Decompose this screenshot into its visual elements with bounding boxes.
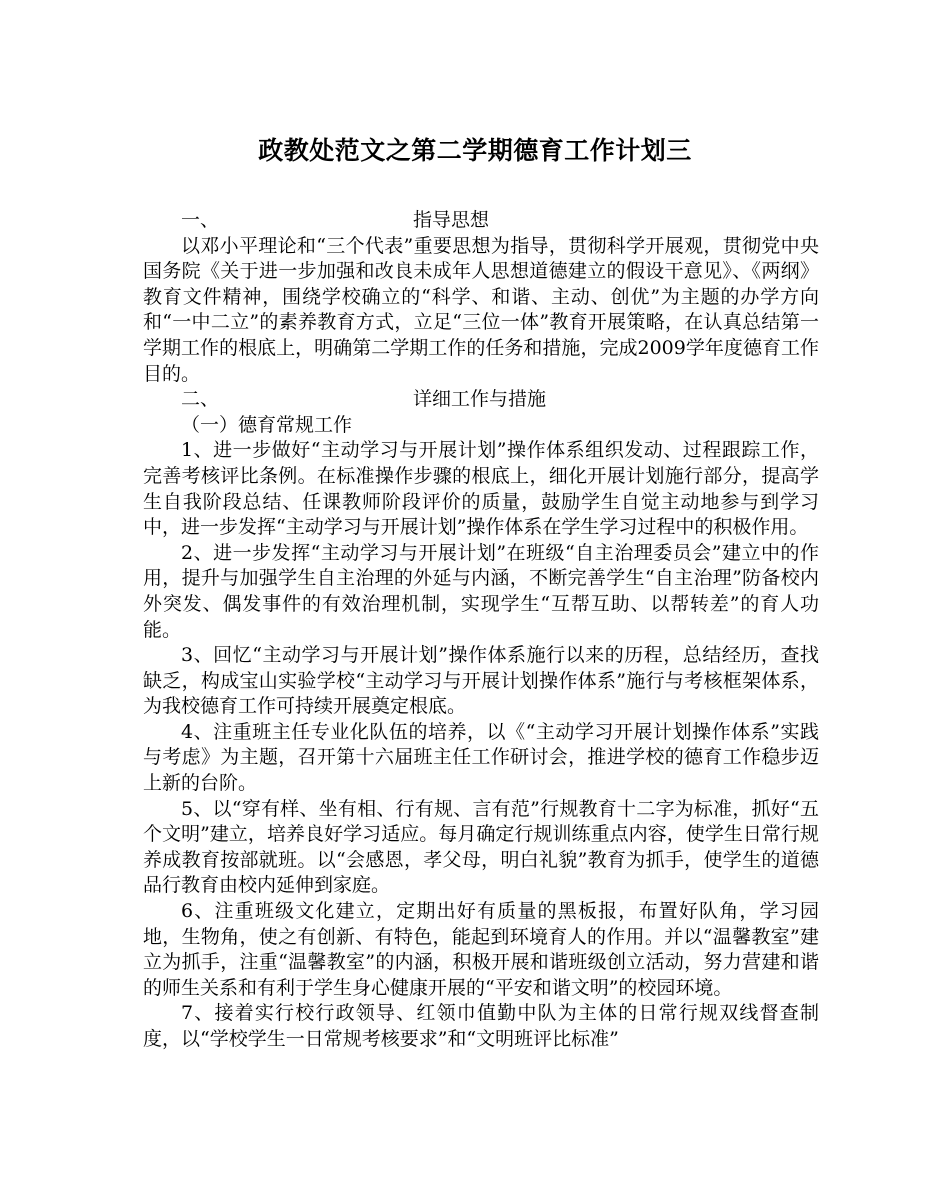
work-item-7: 7、接着实行校行政领导、红领巾值勤中队为主体的日常行规双线督查制度，以“学校学生一日常规考核要求”和“文明班评比标准” <box>143 1002 819 1050</box>
section-title-1: 指导思想 <box>413 209 490 231</box>
work-item-1: 1、进一步做好“主动学习与开展计划”操作体系组织发动、过程跟踪工作，完善考核评比条例。在标准操作步骤的根底上，细化开展计划施行部分，提高学生自我阶段总结、任课教师阶段评价的质量，鼓励学生自觉主动地参与到学习中，进一步发挥“主动学习与开展计划”操作体系在学生学习过程中的积极作用。 <box>143 439 819 539</box>
work-item-2: 2、进一步发挥“主动学习与开展计划”在班级“自主治理委员会”建立中的作用，提升与加强学生自主治理的外延与内涵，不断完善学生“自主治理”防备校内外突发、偶发事件的有效治理机制，实现学生“互帮互助、以帮转差”的育人功能。 <box>143 541 819 641</box>
document-title: 政教处范文之第二学期德育工作计划三 <box>258 136 692 165</box>
guiding-paragraph: 以邓小平理论和“三个代表”重要思想为指导，贯彻科学开展观，贯彻党中央国务院《关于进一步加强和改良未成年人思想道德建立的假设干意见》、《两纲》教育文件精神，围绕学校确立的“科学、和谐、主动、创优”为主题的办学方向和“一中二立”的素养教育方式，立足“三位一体”教育开展策略，在认真总结第一学期工作的根底上，明确第二学期工作的任务和措施，完成2009学年度德育工作目的。 <box>143 234 819 385</box>
section-title-2: 详细工作与措施 <box>413 388 547 411</box>
work-item-4: 4、注重班主任专业化队伍的培养，以《“主动学习开展计划操作体系”实践与考虑》为主题，召开第十六届班主任工作研讨会，推进学校的德育工作稳步迈上新的台阶。 <box>143 720 819 795</box>
document-body <box>143 208 819 1053</box>
work-item-3: 3、回忆“主动学习与开展计划”操作体系施行以来的历程，总结经历，查找缺乏，构成宝山实验学校“主动学习与开展计划操作体系”施行与考核框架体系，为我校德育工作可持续开展奠定根底。 <box>143 644 819 718</box>
work-item-6: 6、注重班级文化建立，定期出好有质量的黑板报，布置好队角，学习园地，生物角，使之有创新、有特色，能起到环境育人的作用。并以“温馨教室”建立为抓手，注重“温馨教室”的内涵，积极开展和谐班级创立活动，努力营建和谐的师生关系和有利于学生身心健康开展的“平安和谐文明”的校园环境。 <box>143 900 819 999</box>
section-heading-1 <box>143 208 819 234</box>
section-number-2: 二、 <box>181 388 220 411</box>
section-heading-2 <box>143 387 819 413</box>
section-number-1: 一、 <box>181 209 220 231</box>
work-item-5: 5、以“穿有样、坐有相、行有规、言有范”行规教育十二字为标准，抓好“五个文明”建立，培养良好学习适应。每月确定行规训练重点内容，使学生日常行规养成教育按部就班。以“会感恩，孝父母，明白礼貌”教育为抓手，使学生的道德品行教育由校内延伸到家庭。 <box>143 797 819 897</box>
subsection-heading: （一）德育常规工作 <box>181 413 353 436</box>
